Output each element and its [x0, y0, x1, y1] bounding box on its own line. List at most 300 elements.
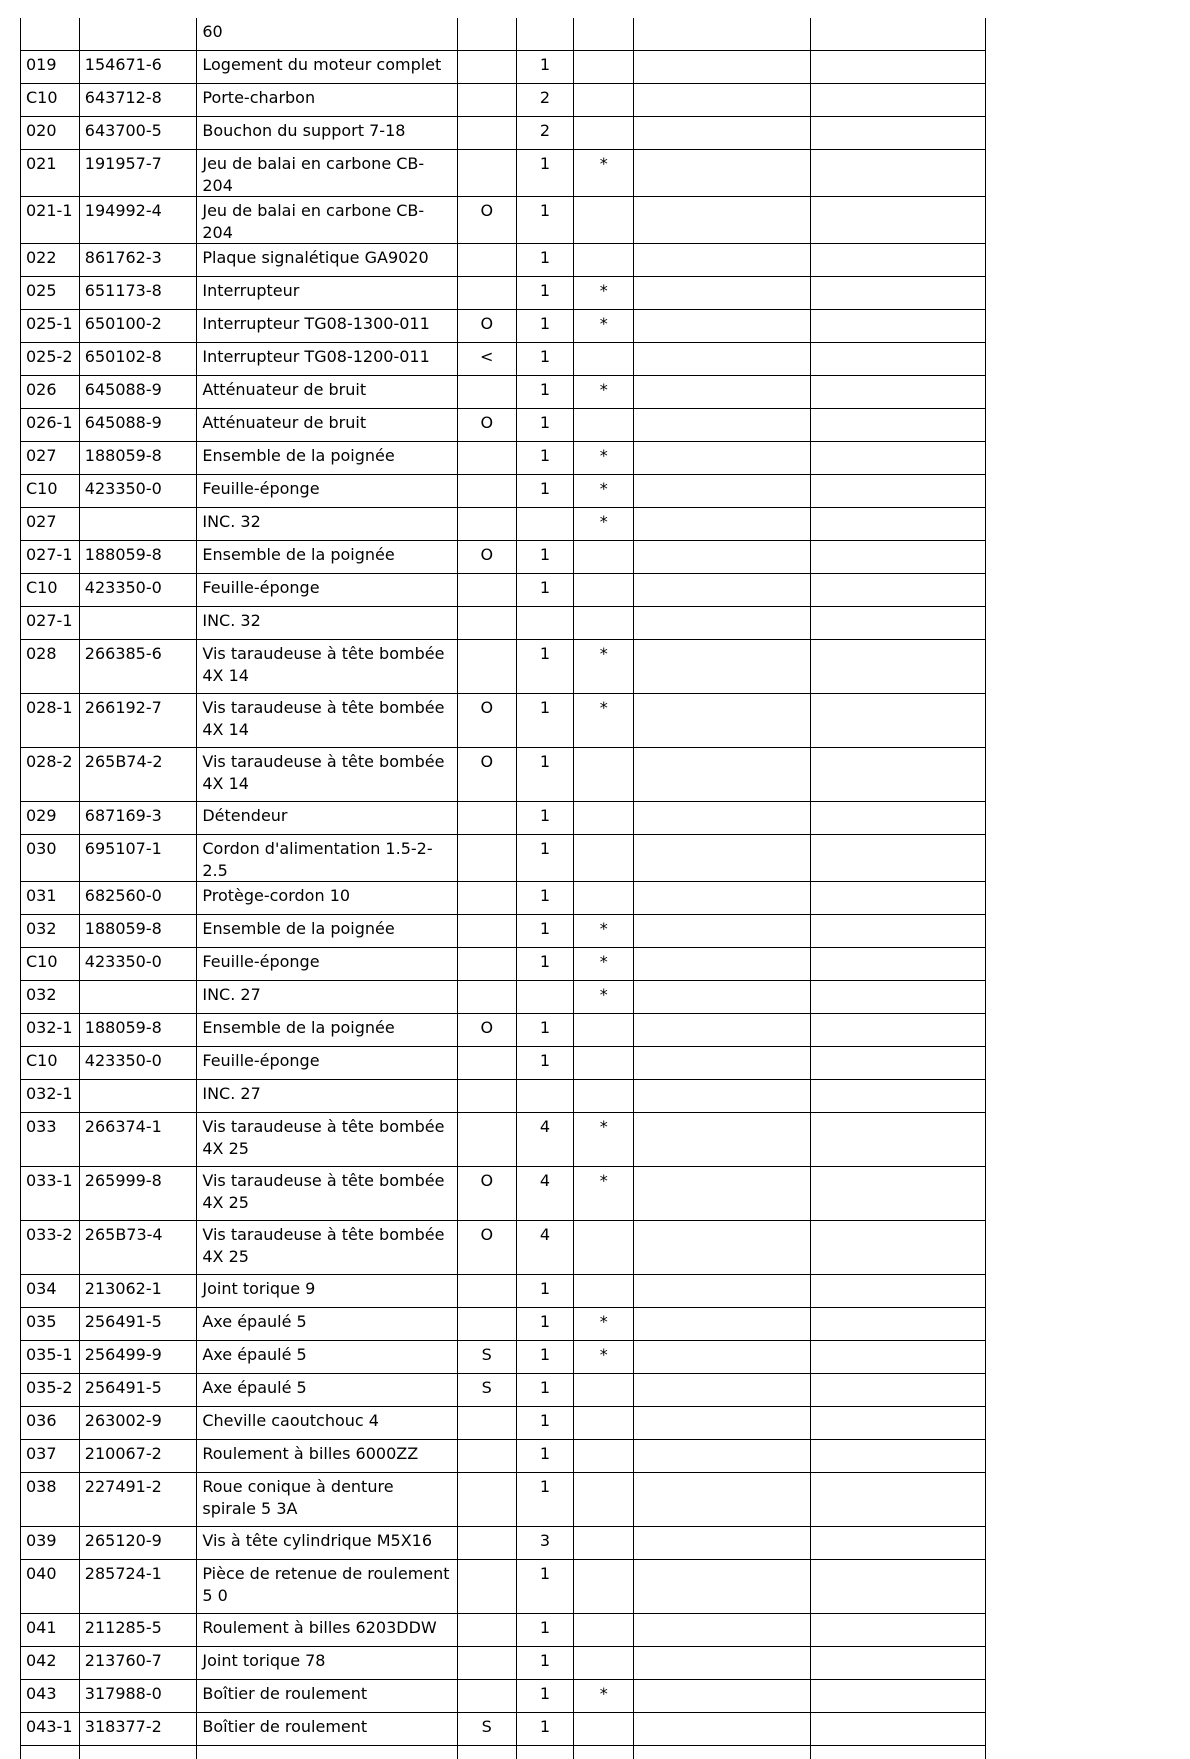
blank-cell: [634, 117, 810, 150]
quantity-cell: 1: [516, 1614, 574, 1647]
description-cell: Vis taraudeuse à tête bombée 4X 25: [197, 1221, 458, 1275]
part-number-cell: [79, 981, 197, 1014]
mark-cell: [574, 1407, 634, 1440]
part-number-cell: 695107-1: [79, 835, 197, 882]
note-cell: [457, 475, 516, 508]
note-cell: [457, 802, 516, 835]
blank-cell: [574, 1746, 634, 1759]
blank-cell: [810, 1080, 985, 1113]
blank-cell: [634, 640, 810, 694]
item-number-cell: 043-1: [21, 1713, 80, 1746]
mark-cell: *: [574, 1113, 634, 1167]
table-row: [21, 607, 986, 640]
blank-cell: [810, 541, 985, 574]
item-number-cell: 021-1: [21, 197, 80, 244]
description-cell: Axe épaulé 5: [197, 1374, 458, 1407]
blank-cell: [810, 475, 985, 508]
item-number-cell: [21, 18, 80, 51]
description-cell: Boîtier de roulement: [197, 1680, 458, 1713]
blank-cell: [810, 277, 985, 310]
description-cell: Protège-cordon 10: [197, 882, 458, 915]
note-cell: O: [457, 197, 516, 244]
blank-cell: [634, 1680, 810, 1713]
part-number-cell: 650102-8: [79, 343, 197, 376]
description-cell: Feuille-éponge: [197, 475, 458, 508]
note-cell: S: [457, 1713, 516, 1746]
description-cell: INC. 27: [197, 981, 458, 1014]
quantity-cell: 1: [516, 802, 574, 835]
blank-cell: [634, 18, 810, 51]
table-row: [21, 835, 986, 882]
table-row: [21, 277, 986, 310]
part-number-cell: 210067-2: [79, 1440, 197, 1473]
blank-cell: [810, 1047, 985, 1080]
part-number-cell: 266192-7: [79, 694, 197, 748]
note-cell: O: [457, 409, 516, 442]
mark-cell: *: [574, 150, 634, 197]
table-row: [21, 541, 986, 574]
blank-cell: [810, 640, 985, 694]
mark-cell: *: [574, 310, 634, 343]
table-row: [21, 1047, 986, 1080]
item-number-cell: 027: [21, 508, 80, 541]
blank-cell: [634, 475, 810, 508]
description-cell: Porte-charbon: [197, 84, 458, 117]
table-row: [21, 376, 986, 409]
blank-cell: [810, 748, 985, 802]
note-cell: [457, 1440, 516, 1473]
mark-cell: *: [574, 1341, 634, 1374]
blank-cell: [634, 1047, 810, 1080]
mark-cell: *: [574, 508, 634, 541]
part-number-cell: 266374-1: [79, 1113, 197, 1167]
blank-cell: [810, 607, 985, 640]
item-number-cell: 035-2: [21, 1374, 80, 1407]
blank-cell: [634, 1473, 810, 1527]
blank-cell: [810, 1614, 985, 1647]
table-row: [21, 1713, 986, 1746]
quantity-cell: [516, 1080, 574, 1113]
description-cell: Bouchon du support 7-18: [197, 117, 458, 150]
part-number-cell: 191957-7: [79, 150, 197, 197]
blank-cell: [634, 409, 810, 442]
part-number-cell: 256491-5: [79, 1374, 197, 1407]
blank-cell: [634, 84, 810, 117]
note-cell: [457, 442, 516, 475]
blank-cell: [634, 981, 810, 1014]
description-cell: Vis taraudeuse à tête bombée 4X 14: [197, 640, 458, 694]
description-cell: Roulement à billes 6203DDW: [197, 1614, 458, 1647]
table-row: [21, 117, 986, 150]
item-number-cell: 037: [21, 1440, 80, 1473]
mark-cell: [574, 607, 634, 640]
mark-cell: *: [574, 948, 634, 981]
item-number-cell: 028: [21, 640, 80, 694]
part-number-cell: 256491-5: [79, 1308, 197, 1341]
item-number-cell: 025-1: [21, 310, 80, 343]
blank-cell: [810, 981, 985, 1014]
description-cell: Vis taraudeuse à tête bombée 4X 25: [197, 1113, 458, 1167]
quantity-cell: 1: [516, 409, 574, 442]
blank-cell: [810, 409, 985, 442]
mark-cell: [574, 1374, 634, 1407]
note-cell: [457, 1047, 516, 1080]
note-cell: [457, 640, 516, 694]
table-row: [21, 1014, 986, 1047]
mark-cell: [574, 541, 634, 574]
blank-cell: [634, 197, 810, 244]
quantity-cell: 1: [516, 1374, 574, 1407]
blank-cell: [810, 948, 985, 981]
mark-cell: *: [574, 640, 634, 694]
blank-cell: [634, 915, 810, 948]
quantity-cell: 1: [516, 835, 574, 882]
blank-cell: [810, 694, 985, 748]
table-row: [21, 1275, 986, 1308]
table-row: [21, 475, 986, 508]
blank-cell: [634, 607, 810, 640]
description-cell: Feuille-éponge: [197, 1047, 458, 1080]
mark-cell: [574, 802, 634, 835]
note-cell: [457, 1560, 516, 1614]
mark-cell: [574, 1221, 634, 1275]
mark-cell: *: [574, 376, 634, 409]
blank-cell: [810, 1167, 985, 1221]
table-row: [21, 1614, 986, 1647]
note-cell: [457, 981, 516, 1014]
blank-cell: [810, 1680, 985, 1713]
parts-list-body: [21, 18, 986, 1759]
description-cell: Jeu de balai en carbone CB-204: [197, 150, 458, 197]
mark-cell: *: [574, 277, 634, 310]
quantity-cell: 1: [516, 1014, 574, 1047]
blank-cell: [810, 1647, 985, 1680]
part-number-cell: 154671-6: [79, 51, 197, 84]
blank-cell: [810, 1014, 985, 1047]
description-cell: Logement du moteur complet: [197, 51, 458, 84]
table-row: [21, 882, 986, 915]
note-cell: [457, 244, 516, 277]
table-row: [21, 574, 986, 607]
item-number-cell: 032: [21, 915, 80, 948]
mark-cell: [574, 1560, 634, 1614]
table-row: [21, 748, 986, 802]
quantity-cell: 1: [516, 376, 574, 409]
description-cell: Interrupteur TG08-1200-011: [197, 343, 458, 376]
quantity-cell: 4: [516, 1167, 574, 1221]
quantity-cell: 1: [516, 51, 574, 84]
part-number-cell: 194992-4: [79, 197, 197, 244]
blank-cell: [810, 574, 985, 607]
table-row-continuation: [21, 1746, 986, 1759]
part-number-cell: [79, 508, 197, 541]
blank-cell: [634, 277, 810, 310]
note-cell: <: [457, 343, 516, 376]
blank-cell: [810, 1713, 985, 1746]
description-cell: Feuille-éponge: [197, 574, 458, 607]
quantity-cell: 1: [516, 1560, 574, 1614]
blank-cell: [634, 508, 810, 541]
table-row: [21, 1680, 986, 1713]
blank-cell: [810, 343, 985, 376]
quantity-cell: 1: [516, 475, 574, 508]
note-cell: S: [457, 1374, 516, 1407]
mark-cell: [574, 51, 634, 84]
blank-cell: [634, 51, 810, 84]
mark-cell: [574, 1473, 634, 1527]
blank-cell: [634, 1341, 810, 1374]
blank-cell: [634, 310, 810, 343]
quantity-cell: 1: [516, 310, 574, 343]
blank-cell: [810, 117, 985, 150]
note-cell: [457, 150, 516, 197]
item-number-cell: 038: [21, 1473, 80, 1527]
part-number-cell: 266385-6: [79, 640, 197, 694]
note-cell: [457, 117, 516, 150]
blank-cell: [457, 1746, 516, 1759]
mark-cell: *: [574, 475, 634, 508]
item-number-cell: 031: [21, 882, 80, 915]
note-cell: [457, 277, 516, 310]
item-number-cell: 026-1: [21, 409, 80, 442]
quantity-cell: [516, 981, 574, 1014]
item-number-cell: 025: [21, 277, 80, 310]
blank-cell: [810, 18, 985, 51]
mark-cell: [574, 1527, 634, 1560]
mark-cell: [574, 1713, 634, 1746]
quantity-cell: 1: [516, 915, 574, 948]
mark-cell: [574, 882, 634, 915]
table-row: [21, 1407, 986, 1440]
blank-cell: [634, 748, 810, 802]
description-cell: Atténuateur de bruit: [197, 409, 458, 442]
note-cell: [457, 915, 516, 948]
item-number-cell: 029: [21, 802, 80, 835]
description-cell: INC. 32: [197, 508, 458, 541]
table-row: [21, 640, 986, 694]
mark-cell: [574, 1647, 634, 1680]
blank-cell: [810, 1221, 985, 1275]
note-cell: O: [457, 541, 516, 574]
blank-cell: [634, 1746, 810, 1759]
mark-cell: [574, 1614, 634, 1647]
blank-cell: [634, 244, 810, 277]
blank-cell: [516, 1746, 574, 1759]
part-number-cell: 188059-8: [79, 1014, 197, 1047]
item-number-cell: 028-1: [21, 694, 80, 748]
quantity-cell: 1: [516, 197, 574, 244]
item-number-cell: 032: [21, 981, 80, 1014]
blank-cell: [810, 244, 985, 277]
item-number-cell: 042: [21, 1647, 80, 1680]
table-row: [21, 1308, 986, 1341]
description-cell: Ensemble de la poignée: [197, 915, 458, 948]
table-row: [21, 1080, 986, 1113]
blank-cell: [634, 343, 810, 376]
blank-cell: [197, 1746, 458, 1759]
description-cell: Vis taraudeuse à tête bombée 4X 25: [197, 1167, 458, 1221]
item-number-cell: 035: [21, 1308, 80, 1341]
blank-cell: [810, 882, 985, 915]
part-number-cell: [79, 607, 197, 640]
blank-cell: [810, 197, 985, 244]
quantity-cell: [516, 607, 574, 640]
part-number-cell: 188059-8: [79, 915, 197, 948]
part-number-cell: 285724-1: [79, 1560, 197, 1614]
table-row: [21, 409, 986, 442]
quantity-cell: 1: [516, 1713, 574, 1746]
description-cell: INC. 27: [197, 1080, 458, 1113]
blank-cell: [810, 84, 985, 117]
item-number-cell: 027-1: [21, 607, 80, 640]
part-number-cell: 861762-3: [79, 244, 197, 277]
table-row: [21, 508, 986, 541]
blank-cell: [634, 948, 810, 981]
quantity-cell: 1: [516, 442, 574, 475]
item-number-cell: 025-2: [21, 343, 80, 376]
quantity-cell: 1: [516, 1341, 574, 1374]
part-number-cell: 318377-2: [79, 1713, 197, 1746]
blank-cell: [634, 541, 810, 574]
description-cell: Vis taraudeuse à tête bombée 4X 14: [197, 694, 458, 748]
part-number-cell: 643700-5: [79, 117, 197, 150]
description-cell: Cordon d'alimentation 1.5-2-2.5: [197, 835, 458, 882]
part-number-cell: 423350-0: [79, 1047, 197, 1080]
item-number-cell: 040: [21, 1560, 80, 1614]
quantity-cell: 1: [516, 244, 574, 277]
mark-cell: [574, 574, 634, 607]
table-row: [21, 442, 986, 475]
blank-cell: [21, 1746, 80, 1759]
mark-cell: [574, 1080, 634, 1113]
item-number-cell: 034: [21, 1275, 80, 1308]
note-cell: [457, 376, 516, 409]
part-number-cell: 643712-8: [79, 84, 197, 117]
item-number-cell: 039: [21, 1527, 80, 1560]
blank-cell: [634, 1113, 810, 1167]
blank-cell: [634, 1221, 810, 1275]
blank-cell: [634, 376, 810, 409]
item-number-cell: 033-1: [21, 1167, 80, 1221]
blank-cell: [634, 1560, 810, 1614]
note-cell: O: [457, 1167, 516, 1221]
quantity-cell: 1: [516, 574, 574, 607]
blank-cell: [634, 694, 810, 748]
quantity-cell: 4: [516, 1113, 574, 1167]
blank-cell: [810, 1407, 985, 1440]
note-cell: [457, 1680, 516, 1713]
table-row: [21, 18, 986, 51]
description-cell: Atténuateur de bruit: [197, 376, 458, 409]
mark-cell: [574, 1014, 634, 1047]
blank-cell: [810, 1473, 985, 1527]
part-number-cell: [79, 1080, 197, 1113]
part-number-cell: 265120-9: [79, 1527, 197, 1560]
blank-cell: [634, 802, 810, 835]
description-cell: Joint torique 78: [197, 1647, 458, 1680]
table-row: [21, 1113, 986, 1167]
item-number-cell: 043: [21, 1680, 80, 1713]
table-row: [21, 1167, 986, 1221]
blank-cell: [634, 835, 810, 882]
item-number-cell: 032-1: [21, 1014, 80, 1047]
note-cell: [457, 835, 516, 882]
table-row: [21, 310, 986, 343]
mark-cell: [574, 84, 634, 117]
note-cell: [457, 1647, 516, 1680]
quantity-cell: [516, 18, 574, 51]
table-row: [21, 948, 986, 981]
blank-cell: [634, 1440, 810, 1473]
table-row: [21, 244, 986, 277]
note-cell: [457, 607, 516, 640]
note-cell: [457, 574, 516, 607]
blank-cell: [634, 150, 810, 197]
blank-cell: [634, 574, 810, 607]
blank-cell: [810, 442, 985, 475]
mark-cell: [574, 1275, 634, 1308]
description-cell: Boîtier de roulement: [197, 1713, 458, 1746]
item-number-cell: 035-1: [21, 1341, 80, 1374]
item-number-cell: 026: [21, 376, 80, 409]
quantity-cell: 1: [516, 1647, 574, 1680]
blank-cell: [810, 915, 985, 948]
item-number-cell: 020: [21, 117, 80, 150]
part-number-cell: 265B74-2: [79, 748, 197, 802]
table-row: [21, 1560, 986, 1614]
note-cell: [457, 1473, 516, 1527]
table-row: [21, 915, 986, 948]
blank-cell: [634, 1407, 810, 1440]
item-number-cell: 030: [21, 835, 80, 882]
description-cell: Pièce de retenue de roulement 5 0: [197, 1560, 458, 1614]
quantity-cell: 1: [516, 277, 574, 310]
item-number-cell: C10: [21, 1047, 80, 1080]
note-cell: O: [457, 1221, 516, 1275]
table-row: [21, 802, 986, 835]
blank-cell: [634, 1713, 810, 1746]
table-row: [21, 150, 986, 197]
note-cell: [457, 51, 516, 84]
blank-cell: [634, 1014, 810, 1047]
mark-cell: *: [574, 1308, 634, 1341]
mark-cell: [574, 18, 634, 51]
description-cell: Axe épaulé 5: [197, 1341, 458, 1374]
blank-cell: [634, 1614, 810, 1647]
description-cell: Ensemble de la poignée: [197, 1014, 458, 1047]
part-number-cell: 651173-8: [79, 277, 197, 310]
quantity-cell: 1: [516, 343, 574, 376]
blank-cell: [634, 442, 810, 475]
item-number-cell: 028-2: [21, 748, 80, 802]
blank-cell: [634, 1167, 810, 1221]
note-cell: [457, 882, 516, 915]
description-cell: Ensemble de la poignée: [197, 541, 458, 574]
blank-cell: [810, 150, 985, 197]
table-row: [21, 1440, 986, 1473]
blank-cell: [810, 1113, 985, 1167]
item-number-cell: C10: [21, 475, 80, 508]
blank-cell: [810, 51, 985, 84]
description-cell: Jeu de balai en carbone CB-204: [197, 197, 458, 244]
item-number-cell: 022: [21, 244, 80, 277]
mark-cell: [574, 1440, 634, 1473]
part-number-cell: 256499-9: [79, 1341, 197, 1374]
mark-cell: *: [574, 1167, 634, 1221]
item-number-cell: 036: [21, 1407, 80, 1440]
blank-cell: [810, 1308, 985, 1341]
item-number-cell: C10: [21, 84, 80, 117]
